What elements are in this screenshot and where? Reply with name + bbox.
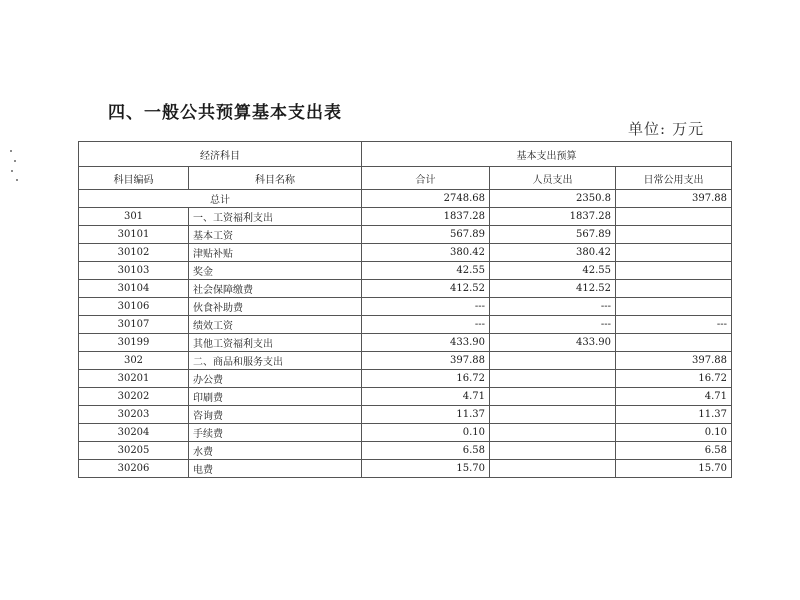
- amount-personnel: ---: [490, 298, 616, 316]
- table-row: [79, 388, 732, 406]
- amount-total: 433.90: [362, 334, 490, 352]
- header-group-row: [79, 142, 732, 167]
- unit-value: 万元: [672, 120, 705, 138]
- subject-name: 伙食补助费: [189, 298, 362, 316]
- table-row: [79, 352, 732, 370]
- amount-total: 412.52: [362, 280, 490, 298]
- unit-label: [622, 118, 704, 139]
- subject-name: 印刷费: [189, 388, 362, 406]
- amount-total: 4.71: [362, 388, 490, 406]
- amount-public: [616, 262, 732, 280]
- total-public: 397.88: [616, 190, 732, 208]
- amount-public: 4.71: [616, 388, 732, 406]
- table-row: [79, 208, 732, 226]
- amount-personnel: [490, 442, 616, 460]
- amount-total: 567.89: [362, 226, 490, 244]
- subject-name: 津贴补贴: [189, 244, 362, 262]
- subject-name: 手续费: [189, 424, 362, 442]
- subject-code: 30206: [79, 460, 189, 478]
- subject-code: 30202: [79, 388, 189, 406]
- table-row: [79, 406, 732, 424]
- subject-name: 水费: [189, 442, 362, 460]
- amount-personnel: 433.90: [490, 334, 616, 352]
- amount-public: [616, 298, 732, 316]
- amount-personnel: [490, 352, 616, 370]
- total-amount: 2748.68: [362, 190, 490, 208]
- table-row: [79, 424, 732, 442]
- header-basic-budget: 基本支出预算: [362, 142, 732, 167]
- subject-code: 30204: [79, 424, 189, 442]
- amount-total: 11.37: [362, 406, 490, 424]
- amount-personnel: 412.52: [490, 280, 616, 298]
- subject-code: 30102: [79, 244, 189, 262]
- header-subject-name: 科目名称: [189, 167, 362, 190]
- amount-total: ---: [362, 298, 490, 316]
- header-public: 日常公用支出: [616, 167, 732, 190]
- table-row: [79, 334, 732, 352]
- amount-personnel: 1837.28: [490, 208, 616, 226]
- amount-personnel: 567.89: [490, 226, 616, 244]
- subject-code: 30101: [79, 226, 189, 244]
- amount-personnel: [490, 370, 616, 388]
- header-personnel: 人员支出: [490, 167, 616, 190]
- amount-public: [616, 208, 732, 226]
- amount-public: [616, 334, 732, 352]
- subject-name: 基本工资: [189, 226, 362, 244]
- amount-public: 397.88: [616, 352, 732, 370]
- subject-code: 301: [79, 208, 189, 226]
- amount-public: [616, 280, 732, 298]
- budget-table: [78, 141, 732, 478]
- amount-total: 0.10: [362, 424, 490, 442]
- amount-total: ---: [362, 316, 490, 334]
- header-column-row: [79, 167, 732, 190]
- amount-public: 0.10: [616, 424, 732, 442]
- amount-total: 1837.28: [362, 208, 490, 226]
- amount-public: ---: [616, 316, 732, 334]
- subject-name: 社会保障缴费: [189, 280, 362, 298]
- amount-total: 16.72: [362, 370, 490, 388]
- subject-name: 二、商品和服务支出: [189, 352, 362, 370]
- subject-name: 咨询费: [189, 406, 362, 424]
- amount-total: 380.42: [362, 244, 490, 262]
- subject-name: 绩效工资: [189, 316, 362, 334]
- subject-name: 一、工资福利支出: [189, 208, 362, 226]
- header-economic-subject: 经济科目: [79, 142, 362, 167]
- total-personnel: 2350.8: [490, 190, 616, 208]
- table-row: [79, 262, 732, 280]
- subject-code: 30203: [79, 406, 189, 424]
- amount-total: 397.88: [362, 352, 490, 370]
- amount-total: 6.58: [362, 442, 490, 460]
- amount-public: 15.70: [616, 460, 732, 478]
- amount-personnel: [490, 388, 616, 406]
- subject-name: 其他工资福利支出: [189, 334, 362, 352]
- amount-public: [616, 244, 732, 262]
- page-title: 四、一般公共预算基本支出表: [108, 103, 342, 123]
- table-row: [79, 442, 732, 460]
- table-row: [79, 370, 732, 388]
- subject-code: 30107: [79, 316, 189, 334]
- amount-total: 15.70: [362, 460, 490, 478]
- subject-name: 电费: [189, 460, 362, 478]
- amount-personnel: ---: [490, 316, 616, 334]
- unit-label-text: 单位:: [628, 120, 667, 138]
- amount-personnel: [490, 460, 616, 478]
- subject-code: 30103: [79, 262, 189, 280]
- amount-personnel: 380.42: [490, 244, 616, 262]
- subject-code: 30205: [79, 442, 189, 460]
- subject-name: 办公费: [189, 370, 362, 388]
- subject-code: 30106: [79, 298, 189, 316]
- subject-code: 302: [79, 352, 189, 370]
- table-row: [79, 244, 732, 262]
- subject-name: 奖金: [189, 262, 362, 280]
- subject-code: 30201: [79, 370, 189, 388]
- table-row: [79, 298, 732, 316]
- amount-personnel: [490, 406, 616, 424]
- total-label: 总计: [79, 190, 362, 208]
- subject-code: 30199: [79, 334, 189, 352]
- amount-public: 16.72: [616, 370, 732, 388]
- table-row: [79, 280, 732, 298]
- total-row: [79, 190, 732, 208]
- amount-public: [616, 226, 732, 244]
- table-row: [79, 316, 732, 334]
- table-row: [79, 460, 732, 478]
- amount-personnel: [490, 424, 616, 442]
- subject-code: 30104: [79, 280, 189, 298]
- amount-personnel: 42.55: [490, 262, 616, 280]
- header-total: 合计: [362, 167, 490, 190]
- header-subject-code: 科目编码: [79, 167, 189, 190]
- scan-artifact: [8, 148, 22, 188]
- amount-total: 42.55: [362, 262, 490, 280]
- amount-public: 11.37: [616, 406, 732, 424]
- table-row: [79, 226, 732, 244]
- amount-public: 6.58: [616, 442, 732, 460]
